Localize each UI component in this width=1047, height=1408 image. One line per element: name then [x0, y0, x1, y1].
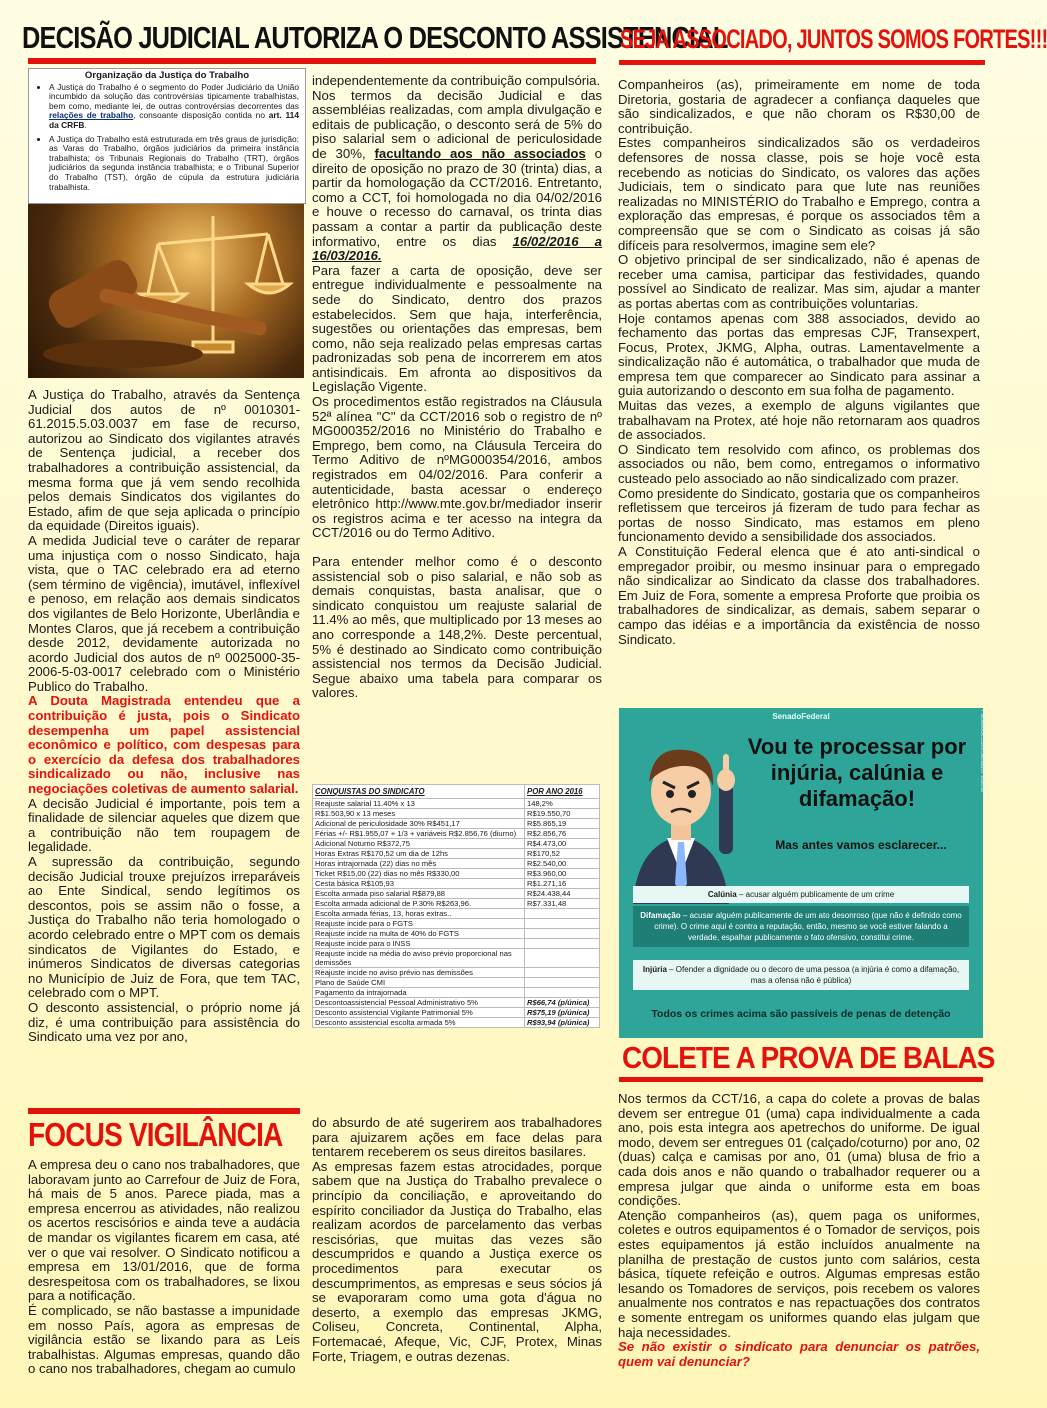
paragraph: A medida Judicial teve o caráter de reparar uma injustiça com o nosso Sindicato, haja vista, que o TAC celebrado era ad eterno (sem término de vigência), imutável, inflexível e penoso, em relação aos demais sindicatos dos vigilantes de Belo Horizonte, Uberlândia e Montes Claros, que já recebem a contribuição desde 2012, devidamente autorizada no acordo Judicial dos autos de nº 0025000-35-2006-5-03-0017 celebrado com o Ministério Publico do Trabalho. [28, 532, 300, 694]
table-cell-value [525, 978, 600, 988]
table-cell-item: Plano de Saúde CMI [313, 978, 525, 988]
table-cell-value [525, 919, 600, 929]
table-row [313, 919, 600, 929]
table-cell-item: Desconto assistencial escolta armada 5% [313, 1018, 525, 1028]
table-row [313, 889, 600, 899]
scales-icon [140, 216, 290, 352]
senado-cartoon [619, 708, 983, 1038]
paragraph: A empresa deu o cano nos trabalhadores, que laboravam junto ao Carrefour de Juiz de Fora, há mais de 5 anos. Parece piada, mas a empresa encerrou as atividades, não realizou os acertos rescisórios e ainda teve a audácia de mandar os vigilantes ficarem em casa, até ver o que vai resolver. O Sindicato notificou a empresa em 13/01/2016, que de forma desrespeitosa com os trabalhadores, se lixou para a notificação. [28, 1157, 300, 1304]
table-row [313, 929, 600, 939]
table-cell-value: R$19.550,70 [525, 809, 600, 819]
table-cell-value [525, 988, 600, 998]
table-cell-value: R$170,52 [525, 849, 600, 859]
table-cell-item: Horas Extras R$170,52 um dia de 12hs [313, 849, 525, 859]
table-cell-item: Cesta básica R$105,93 [313, 879, 525, 889]
table-cell-item: Reajuste incide para o FGTS [313, 919, 525, 929]
opposition-dates: 16/02/2016 a 16/03/2016. [312, 233, 602, 264]
column-3-article [618, 78, 980, 647]
table-row [313, 799, 600, 809]
headline-underline [28, 58, 596, 64]
labor-relations-link[interactable]: relações de trabalho [49, 110, 134, 121]
paragraph: independentemente da contribuição compulsória. [312, 73, 601, 88]
table-row [313, 809, 600, 819]
table-cell-value [525, 968, 600, 978]
cartoon-brand: SenadoFederal [772, 712, 830, 721]
table-cell-value: R$24.438,44 [525, 889, 600, 899]
table-cell-item: Reajuste salarial 11.40% x 13 [313, 799, 525, 809]
focus-top-bar [28, 1108, 300, 1114]
paragraph: A decisão Judicial é importante, pois tem a finalidade de silenciar aqueles que dizem que a contribuição não tem roupagem de legalidade. [28, 795, 300, 855]
table-cell-item: Férias +/- R$1.955,07 + 1/3 + variáveis R$2.856,76 (diurno) [313, 829, 525, 839]
paragraph: do absurdo de até sugerirem aos trabalhadores para ajuizarem ações em face delas para tentarem receberem os seus direitos basilares. [312, 1115, 602, 1160]
justice-organization-inset [28, 68, 306, 204]
table-cell-value: R$5.865,19 [525, 819, 600, 829]
table-row [313, 839, 600, 849]
main-headline: DECISÃO JUDICIAL AUTORIZA O DESCONTO ASSISTENCIAL [22, 20, 728, 55]
colete-article [618, 1092, 980, 1369]
focus-column-2 [312, 1116, 602, 1364]
table-row [313, 899, 600, 909]
right-headline-underline [619, 60, 985, 65]
table-cell-item: Reajuste incide para o INSS [313, 939, 525, 949]
table-row [313, 849, 600, 859]
cartoon-title: Vou te processar por injúria, calúnia e difamação! [747, 734, 967, 811]
table-row [313, 949, 600, 968]
table-row [313, 939, 600, 949]
table-row [313, 978, 600, 988]
table-cell-value [525, 949, 600, 968]
paragraph: Hoje contamos apenas com 388 associados, devido ao fechamento das portas das empresas CJF, Transexpert, Focus, Protex, JKMG, Alpha, outras. Lamentavelmente a sindicalização não é automática, o trabalhador que muda de empresa tem que comparecer ao Sindicato para assinar a guia autorizando o desconto em sua folha de pagamento. [618, 310, 980, 399]
paragraph: Nos termos da CCT/16, a capa do colete a provas de balas devem ser entregue 01 (uma) capa individualmente a cada ano, pois esta integra aos apetrechos do uniforme. De igual modo, devem ser entregues 01 (calçado/coturno) por ano, 02 (duas) calça e camisas por ano, 01 (uma) blusa de frio a cada dois anos e não quando o trabalhador requerer ou a empresa julgar que ainda o uniforme esta em boas condições. [618, 1091, 980, 1209]
paragraph: A Justiça do Trabalho, através da Sentença Judicial dos autos de nº 0010301-61.2015.5.03.0037 em fase de recurso, autorizou ao Sindicato dos vigilantes através de Sentença judicial, a receber dos trabalhadores a contribuição assistencial, da mesma forma que já vem sendo recolhida pelos demais Sindicatos dos vigilantes do Estado, afim de que seja aplicada o princípio da equidade (Direitos iguais). [28, 387, 300, 534]
table-cell-value [525, 939, 600, 949]
table-cell-value: R$1.271,16 [525, 879, 600, 889]
gavel-scales-photo [28, 204, 304, 378]
cartoon-subtitle: Mas antes vamos esclarecer... [775, 838, 947, 852]
table-cell-item: Reajuste incide na média do aviso prévio proporcional nas demissões [313, 949, 525, 968]
table-cell-item: Pagamento da intrajornada [313, 988, 525, 998]
right-headline: SEJA ASSOCIADO, JUNTOS SOMOS FORTES!!! [620, 24, 1047, 54]
inset-item: • A Justiça do Trabalho está estruturada em três graus de jurisdição: as Varas do Trabalho, órgãos judiciários da primeira instância trabalhista; os Tribunais Regionais do Trabalho (TRT), órgãos judiciários da segunda instância trabalhista; e o Tribunal Superior do Trabalho (TST), órgão de cúpula da estrutura judiciária trabalhista. [49, 135, 299, 193]
table-cell-item: Horas intrajornada (22) dias no mês [313, 859, 525, 869]
table-header: POR ANO 2016 [525, 785, 600, 799]
table-row [313, 1008, 600, 1018]
inset-title: Organização da Justiça do Trabalho [84, 70, 250, 81]
paragraph: Os procedimentos estão registrados na Cláusula 52ª alínea "C" da CCT/2016 sob o registro de nº MG000352/2016 no Ministério do Trabalho e Emprego, bem como, na Cláusula Terceira do Termo Aditivo de nºMG000354/2016, ambos registrados em 04/02/2016. Para conferir a autenticidade, basta acessar o endereço eletrônico http://www.mte.gov.br/mediador inserir os registros acima e ter acesso na integra da CCT/2016 ou do Termo Aditivo. [312, 394, 602, 541]
table-cell-item: Reajuste incide no aviso prévio nas demissões [313, 968, 525, 978]
paragraph: A Constituição Federal elenca que é ato anti-sindical o empregador proibir, ou mesmo insinuar para o empregado não sindicalizar ao Sindicato da classe dos trabalhadores. Em Juiz de Fora, somente a empresa Proforte que proibia os trabalhadores de sindicalizar, as demais, sabem separar o campo das idéias e a importância da existência de nosso Sindicato. [618, 544, 980, 647]
colete-underline [619, 1077, 983, 1082]
table-cell-value: R$2.856,76 [525, 829, 600, 839]
table-cell-value: R$66,74 (p/única) [525, 998, 600, 1008]
closing-question: Se não existir o sindicato para denunciar os patrões, quem vai denunciar? [618, 1339, 980, 1369]
focus-headline: FOCUS VIGILÂNCIA [28, 1116, 283, 1153]
table-cell-item: Adicional Noturno R$372,75 [313, 839, 525, 849]
angry-man-illustration [623, 724, 739, 904]
table-row [313, 829, 600, 839]
definition-difamacao: Difamação – acusar alguém publicamente de um ato desonroso (que não é definido como crime). O crime aqui é contra a reputação, então, mesmo se você estiver falando a verdade, espalhar publicamente o fato ofensivo, constitui crime. [633, 906, 969, 947]
column-2-article [312, 74, 602, 701]
table-cell-item: Escolta armada adicional de P.30% R$263,96. [313, 899, 525, 909]
definition-injuria: Injúria – Ofender a dignidade ou o decoro de uma pessoa (a injúria é como a difamação, mas a ofensa não é pública) [633, 960, 969, 990]
inset-item: • A Justiça do Trabalho é o segmento do Poder Judiciário da União incumbido da solução das controvérsias tipicamente trabalhistas, bem como, mediante lei, de outras controvérsias decorrentes das relações de trabalho, consoante disposição contida no art. 114 da CRFB. [49, 83, 299, 131]
table-cell-item: Reajuste incide na multa de 40% do FGTS [313, 929, 525, 939]
table-cell-item: R$1.503,90 x 13 meses [313, 809, 525, 819]
paragraph: O desconto assistencial, o próprio nome já diz, é uma contribuição para assistência do Sindicato uma vez por ano, [28, 999, 300, 1045]
table-cell-item: Escolta armada férias, 13, horas extras.. [313, 909, 525, 919]
table-row [313, 1018, 600, 1028]
paragraph: Como presidente do Sindicato, gostaria que os companheiros refletissem que terceiros já fizeram de tudo para fechar as portas de nosso Sindicato, mas estamos em pleno funcionamento devido a sensibilidade dos associados. [618, 485, 980, 545]
table-cell-value: R$93,94 (p/única) [525, 1018, 600, 1028]
table-cell-value: R$2.540,00 [525, 859, 600, 869]
table-cell-item: Escolta armada piso salarial R$879,88 [313, 889, 525, 899]
paragraph: Atenção companheiros (as), quem paga os uniformes, coletes e outros equipamentos é o Tomador de serviços, pois estes equipamentos já estão incluídos anualmente na planilha de prestação de custos junto com salários, cesta básica, tíquete refeição e outros. Algumas empresas estão lesando os Tomadores de serviços, pois recebem os valores anualmente nos contratos e nas repactuações dos contratos e somente entregam os uniformes quando elas julgam que haja necessidades. [618, 1207, 980, 1340]
paragraph: Companheiros (as), primeiramente em nome de toda Diretoria, gostaria de agradecer a confiança daqueles que são sindicalizados, e que não choram os R$30,00 de contribuição. [618, 77, 980, 136]
definition-calunia: Calúnia – acusar alguém publicamente de um crime [633, 886, 969, 903]
highlight-paragraph: A Douta Magistrada entendeu que a contribuição é justa, pois o Sindicato desempenha um papel assistencial econômico e político, com despesas para o exercício da defesa dos trabalhadores sindicalizado ou não, inclusive nas negociações coletivas de aumento salarial. [28, 693, 300, 797]
table-cell-item: Descontoassistencial Pessoal Administrativo 5% [313, 998, 525, 1008]
non-associates-emphasis: facultando aos não associados [374, 145, 586, 161]
table-cell-value [525, 929, 600, 939]
table-cell-item: Desconto assistencial Vigilante Patrimonial 5% [313, 1008, 525, 1018]
table-row [313, 879, 600, 889]
cartoon-footer: Todos os crimes acima são passíveis de penas de detenção [651, 1008, 951, 1020]
paragraph: O Sindicato tem resolvido com afinco, os problemas dos associados ou não, bem como, entregamos o informativo custeado pelo associado ao não sindicalizado com prazer. [618, 441, 980, 487]
table-row [313, 869, 600, 879]
table-row [313, 988, 600, 998]
table-cell-value [525, 909, 600, 919]
paragraph: É complicado, se não bastasse a impunidade em nosso País, agora as empresas de vigilância estão se lixando para as Leis trabalhistas. Algumas empresas, quando dão o cano nos trabalhadores, chegam ao cumulo [28, 1302, 300, 1377]
table-body [313, 799, 600, 1028]
table-cell-value: R$7.331,48 [525, 899, 600, 909]
table-cell-value: R$3.960,00 [525, 869, 600, 879]
table-row [313, 859, 600, 869]
paragraph: As empresas fazem estas atrocidades, porque sabem que na Justiça do Trabalho prevalece o princípio da conciliação, e aproveitando do espírito conciliador da Justiça do Trabalho, elas realizam acordos de parcelamento das verbas rescisórias, que muitas das vezes são descumpridos e quando a Justiça exerce os procedimentos para executar os descumprimentos, as empresas e seus sócios já se evaporaram como uma gota d'água no deserto, a exemplo das empresas JKMG, Coliseu, Concreta, Continental, Alpha, Fortemacaé, Afeque, Vic, CJF, Protex, Minas Forte, Triagem, e outras dezenas. [312, 1158, 602, 1364]
table-row [313, 998, 600, 1008]
table-cell-item: Adicional de periculosidade 30% R$451,17 [313, 819, 525, 829]
paragraph: Para entender melhor como é o desconto assistencial sob o piso salarial, e não sob as demais conquistas, basta analisar, que o sindicato conquistou um reajuste salarial de 11.4% ao mês, que multiplicado por 13 meses ao ano corresponde a 148,2%. Deste percentual, 5% é destinado ao Sindicato como contribuição assistencial nos termos da Decisão Judicial. Segue abaixo uma tabela para comparar os valores. [312, 554, 602, 701]
focus-column-1 [28, 1158, 300, 1377]
angry-man-icon [633, 750, 735, 904]
inset-list [41, 83, 299, 193]
conquests-table-wrapper [312, 784, 600, 1028]
cartoon-side-text: Facebook.com/SenadoFederal [978, 709, 985, 793]
table-row [313, 968, 600, 978]
paragraph: Estes companheiros sindicalizados são os verdadeiros defensores de nossa classe, pois se hoje você esta recebendo as noticias do Sindicato, os valores das ações Judiciais, tem o sindicato para que lute nas reuniões realizadas no MINISTÉRIO do Trabalho e Emprego, contra a exploração das empresas, é porque os associados têm a compreensão que se com o Sindicato as coisas já são difíceis para resolvermos, imagine sem ele? [618, 135, 980, 253]
table-row [313, 909, 600, 919]
table-cell-value: 148,2% [525, 799, 600, 809]
paragraph: O objetivo principal de ser sindicalizado, não é apenas de receber uma camisa, participar das festividades, quando possível ao Sindicato de realizar. Mas sim, ajudar a manter as portas abertas com as contribuições voluntarias. [618, 252, 980, 311]
paragraph: Muitas das vezes, a exemplo de alguns vigilantes que trabalhavam na Protex, até hoje não retornaram aos quadros de associados. [618, 398, 980, 443]
paragraph: A supressão da contribuição, segundo decisão Judicial trouxe prejuízos irreparáveis ao Ente Sindical, sendo legítimos os descontos, pois se assim não o fosse, a Justiça do Trabalho não teria homologado o acordo celebrado entre o MPT com os demais sindicatos de Vigilantes do Estado, e inúmeros Sindicatos de diversas categorias no Município de Juiz de Fora, que tem TAC, celebrado com o MPT. [28, 854, 300, 1001]
table-cell-value: R$75,19 (p/única) [525, 1008, 600, 1018]
table-header: CONQUISTAS DO SINDICATO [313, 785, 525, 799]
table-row [313, 819, 600, 829]
table-cell-item: Ticket R$15,00 (22) dias no mês R$330,00 [313, 869, 525, 879]
paragraph: Para fazer a carta de oposição, deve ser entregue individualmente e pessoalmente na sede do Sindicato, dentro dos prazos estabelecidos. Sem que haja, interferência, sugestões ou orientações das empresas, bem como, não seja realizado pelas empresas cartas padronizadas sob pena de incorrerem em atos antisindicais. Em afronta ao dispositivos da Legislação Vigente. [312, 262, 602, 395]
conquests-table [312, 784, 600, 1028]
table-cell-value: R$4.473,00 [525, 839, 600, 849]
column-1-article [28, 388, 300, 1045]
colete-headline: COLETE A PROVA DE BALAS [622, 1040, 995, 1075]
paragraph: Nos termos da decisão Judicial e das assembléias realizadas, com ampla divulgação e editais de publicação, o desconto será de 5% do piso salarial sem o adicional de periculosidade de 30%, facultando aos não associados o direito de oposição no prazo de 30 (trinta) dias, a partir da homologação da CCT/2016. Entretanto, como a CCT, foi homologada no dia 04/02/2016 e houve o recesso do carnaval, os trinta dias passam a contar a partir da publicação deste informativo, entre os dias 16/02/2016 a 16/03/2016. [312, 87, 603, 264]
